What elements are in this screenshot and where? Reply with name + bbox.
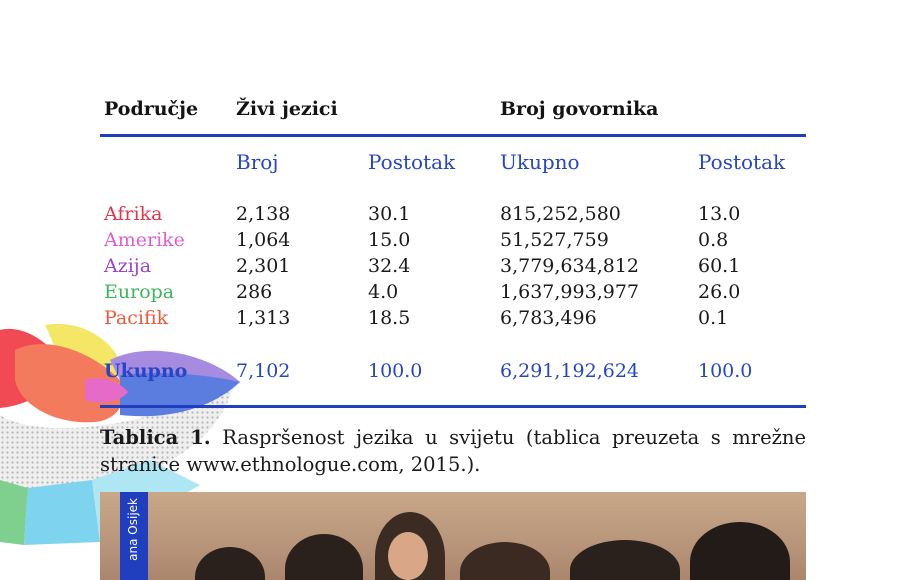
total-speaker-count: 6,291,192,624 bbox=[500, 360, 640, 382]
person-face bbox=[388, 532, 428, 580]
photo-credit: ana Osijek bbox=[126, 498, 140, 561]
language-percent: 18.5 bbox=[368, 307, 411, 329]
person-silhouette bbox=[195, 547, 265, 580]
region-name: Pacifik bbox=[104, 307, 169, 329]
total-language-count: 7,102 bbox=[236, 360, 291, 382]
header-living-languages: Živi jezici bbox=[236, 98, 338, 120]
table-row bbox=[100, 203, 806, 230]
person-silhouette bbox=[285, 534, 363, 580]
subheader-percent-speakers: Postotak bbox=[698, 150, 786, 174]
table-row bbox=[100, 281, 806, 308]
speaker-percent: 0.8 bbox=[698, 229, 729, 251]
language-count: 2,301 bbox=[236, 255, 291, 277]
person-silhouette bbox=[690, 522, 790, 580]
total-speaker-percent: 100.0 bbox=[698, 360, 753, 382]
speaker-percent: 0.1 bbox=[698, 307, 729, 329]
speaker-count: 1,637,993,977 bbox=[500, 281, 640, 303]
table-caption bbox=[100, 424, 806, 478]
classroom-photo bbox=[100, 492, 806, 580]
subheader-percent-languages: Postotak bbox=[368, 150, 456, 174]
language-count: 1,064 bbox=[236, 229, 291, 251]
region-name: Europa bbox=[104, 281, 175, 303]
table-row bbox=[100, 229, 806, 256]
person-silhouette bbox=[570, 540, 680, 580]
subheader-count: Broj bbox=[236, 150, 279, 174]
caption-text: Raspršenost jezika u svijetu (tablica preuzeta s mrežne stranice www.ethnologue.com, 2015.). bbox=[100, 426, 806, 476]
table-row bbox=[100, 307, 806, 334]
speaker-percent: 26.0 bbox=[698, 281, 741, 303]
language-count: 286 bbox=[236, 281, 273, 303]
region-name: Azija bbox=[104, 255, 152, 277]
table-total-row bbox=[100, 360, 806, 387]
speaker-count: 6,783,496 bbox=[500, 307, 597, 329]
speaker-count: 3,779,634,812 bbox=[500, 255, 640, 277]
bottom-rule bbox=[100, 405, 806, 408]
language-percent: 30.1 bbox=[368, 203, 411, 225]
total-label: Ukupno bbox=[104, 360, 188, 382]
language-percent: 4.0 bbox=[368, 281, 399, 303]
speaker-percent: 13.0 bbox=[698, 203, 741, 225]
table-row bbox=[100, 255, 806, 282]
region-name: Afrika bbox=[104, 203, 163, 225]
speaker-count: 51,527,759 bbox=[500, 229, 609, 251]
language-count: 2,138 bbox=[236, 203, 291, 225]
subheader-total: Ukupno bbox=[500, 150, 580, 174]
language-count: 1,313 bbox=[236, 307, 291, 329]
speaker-count: 815,252,580 bbox=[500, 203, 621, 225]
language-percent: 32.4 bbox=[368, 255, 411, 277]
speaker-percent: 60.1 bbox=[698, 255, 741, 277]
header-region: Područje bbox=[104, 98, 199, 120]
region-name: Amerike bbox=[104, 229, 185, 251]
caption-label: Tablica 1. bbox=[100, 426, 211, 449]
person-silhouette bbox=[460, 542, 550, 580]
language-percent: 15.0 bbox=[368, 229, 411, 251]
header-speakers: Broj govornika bbox=[500, 98, 659, 120]
total-language-percent: 100.0 bbox=[368, 360, 423, 382]
top-rule bbox=[100, 134, 806, 137]
